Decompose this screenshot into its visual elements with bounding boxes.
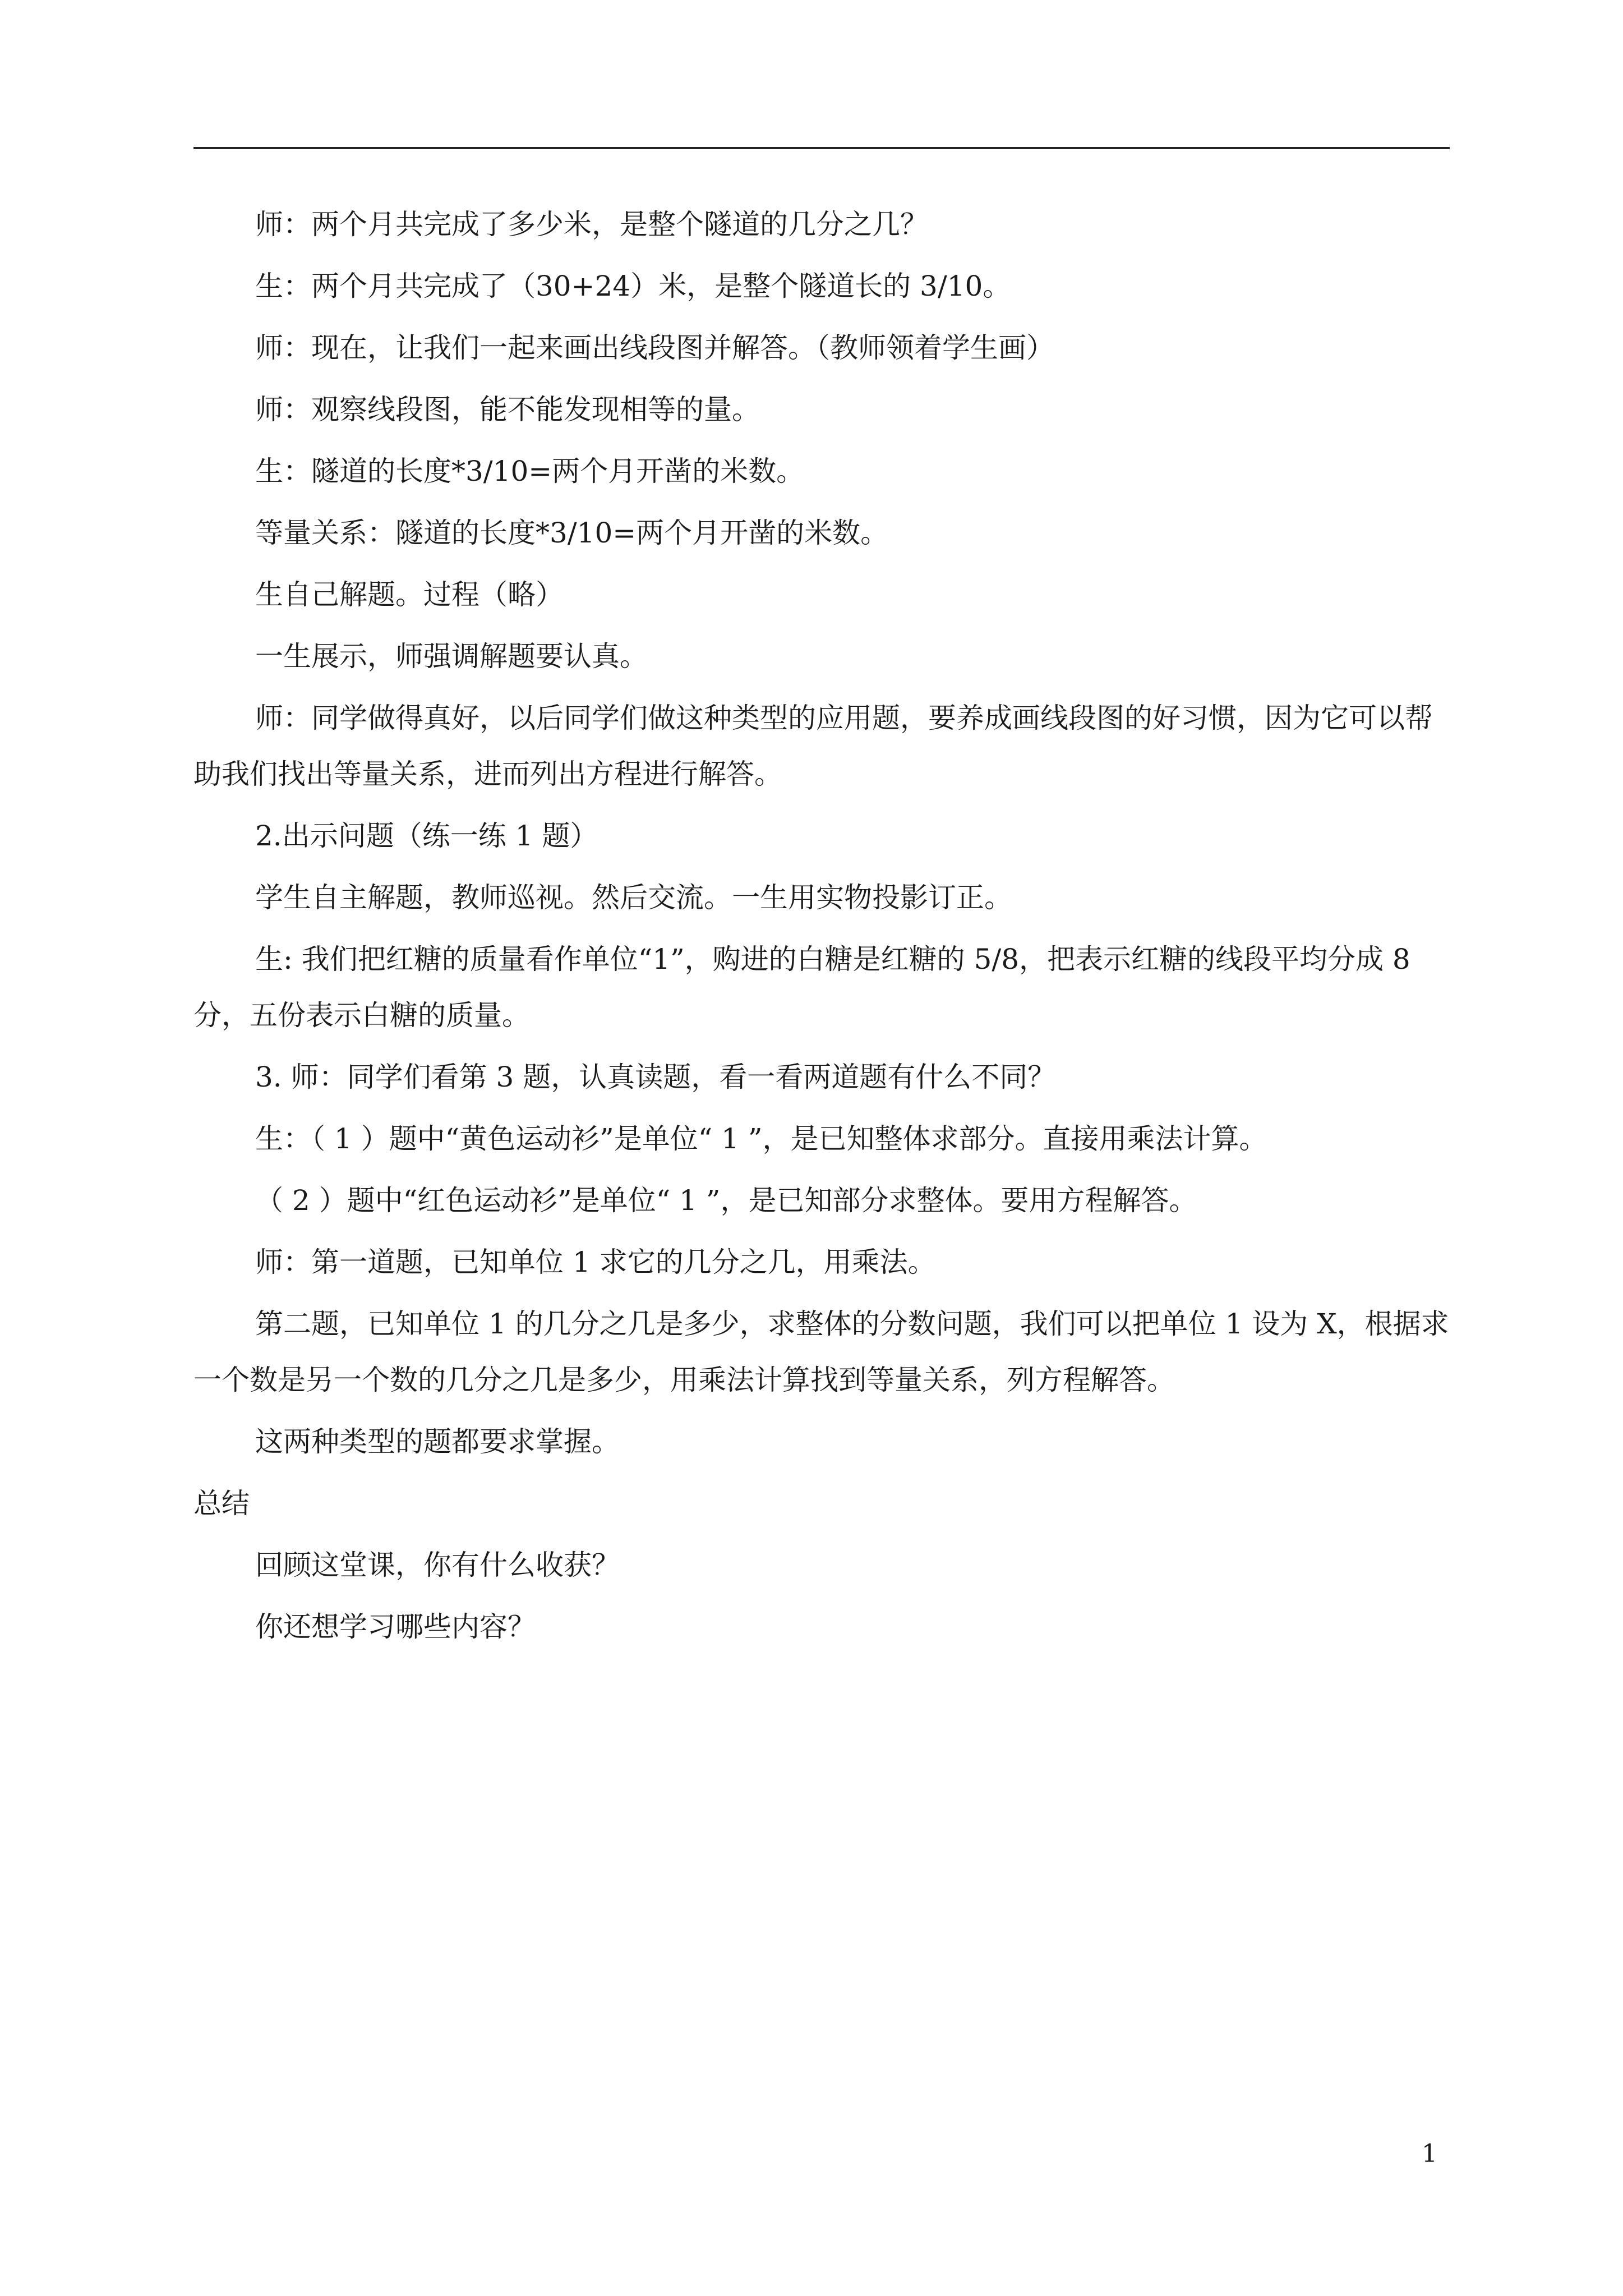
paragraph: 生：（ 1 ）题中“黄色运动衫”是单位“ 1 ”，是已知整体求部分。直接用乘法计算。 [255, 1122, 1267, 1155]
paragraph: 师：现在，让我们一起来画出线段图并解答。（教师领着学生画） [255, 332, 1054, 364]
page-number: 1 [1422, 2139, 1437, 2168]
paragraph: （ 2 ）题中“红色运动衫”是单位“ 1 ”，是已知部分求整体。要用方程解答。 [255, 1184, 1197, 1217]
paragraph: 生：隧道的长度*3/10=两个月开凿的米数。 [255, 455, 805, 487]
paragraph: 一生展示，师强调解题要认真。 [255, 640, 648, 673]
paragraph: 生: 我们把红糖的质量看作单位“1”，购进的白糖是红糖的 5/8，把表示红糖的线段平均分成 8 分，五份表示白糖的质量。 [193, 943, 1410, 1032]
paragraph: 第二题，已知单位 1 的几分之几是多少，求整体的分数问题，我们可以把单位 1 设为 X，根据求一个数是另一个数的几分之几是多少，用乘法计算找到等量关系，列方程解答。 [193, 1308, 1449, 1396]
paragraph: 师：两个月共完成了多少米，是整个隧道的几分之几？ [255, 208, 928, 241]
section-heading: 总结 [193, 1487, 250, 1520]
paragraph: 2.出示问题（练一练 1 题） [255, 820, 598, 852]
paragraph: 等量关系：隧道的长度*3/10=两个月开凿的米数。 [255, 517, 889, 549]
paragraph: 这两种类型的题都要求掌握。 [255, 1425, 620, 1458]
paragraph: 回顾这堂课，你有什么收获？ [255, 1549, 620, 1581]
header-rule [193, 147, 1450, 149]
paragraph: 你还想学习哪些内容？ [255, 1611, 536, 1643]
paragraph: 师：第一道题，已知单位 1 求它的几分之几，用乘法。 [255, 1246, 936, 1278]
paragraph: 师：同学做得真好，以后同学们做这种类型的应用题，要养成画线段图的好习惯，因为它可以帮助我们找出等量关系，进而列出方程进行解答。 [193, 702, 1433, 790]
paragraph: 师：观察线段图，能不能发现相等的量。 [255, 393, 760, 426]
document-body [193, 196, 1450, 1660]
paragraph: 3. 师：同学们看第 3 题，认真读题，看一看两道题有什么不同？ [255, 1061, 1056, 1093]
paragraph: 学生自主解题，教师巡视。然后交流。一生用实物投影订正。 [255, 881, 1012, 914]
paragraph: 生自己解题。过程（略） [255, 578, 564, 611]
paragraph: 生：两个月共完成了（30+24）米，是整个隧道长的 3/10。 [255, 270, 1011, 302]
